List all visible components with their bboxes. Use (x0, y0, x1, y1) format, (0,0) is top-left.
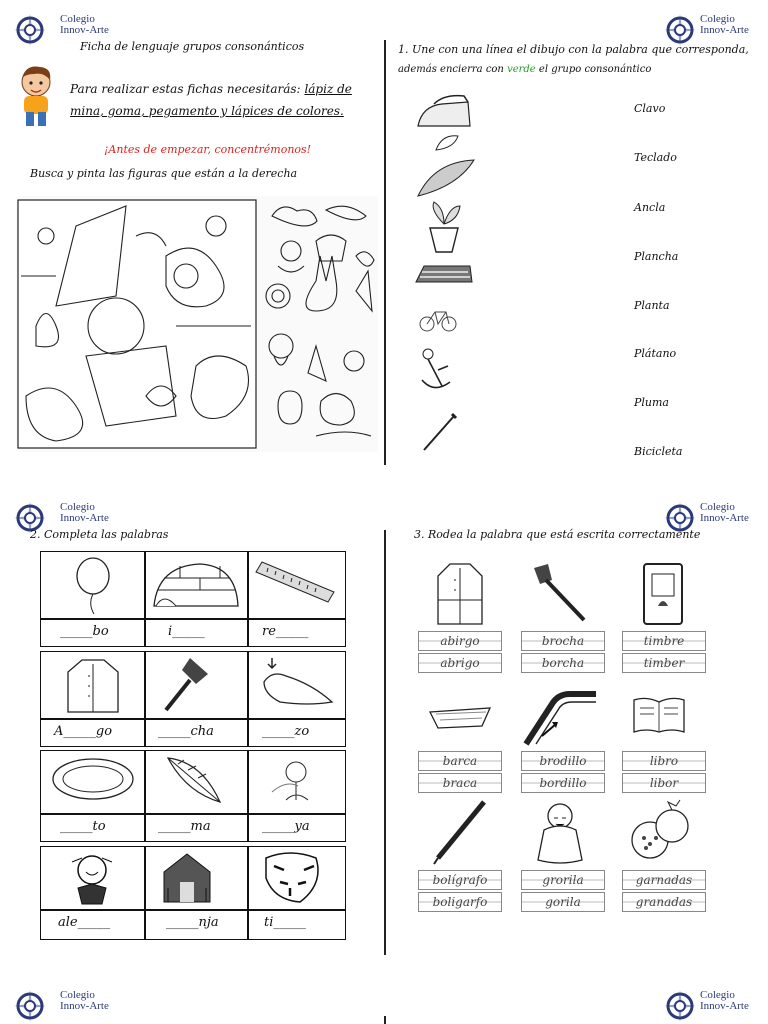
exercise-2-instruction: 2. Completa las palabras (30, 528, 169, 541)
word-option[interactable]: granadas (622, 892, 706, 912)
iron-icon (412, 92, 476, 132)
exercise-3-instruction: 3. Rodea la palabra que está escrita correctamente (414, 528, 701, 541)
compass-icon (12, 12, 48, 48)
word-option[interactable]: brocha (521, 631, 605, 651)
fill-in-word[interactable]: ti_____ (264, 915, 306, 930)
word-option[interactable]: grorila (521, 870, 605, 890)
nail-icon (418, 410, 460, 454)
open-book-icon (630, 694, 688, 736)
school-logo: Colegio Innov-Arte (12, 500, 122, 536)
word-option[interactable]: barca (418, 751, 502, 771)
fill-in-word[interactable]: ale_____ (58, 915, 111, 930)
fill-in-word[interactable]: A_____go (54, 724, 113, 739)
word-option[interactable]: boligarfo (418, 892, 502, 912)
match-word[interactable]: Ancla (634, 201, 666, 214)
bicycle-icon (418, 302, 458, 334)
keyboard-icon (412, 262, 474, 286)
word-option[interactable]: libor (622, 773, 706, 793)
word-option[interactable]: timber (622, 653, 706, 673)
balloon-icon (70, 556, 116, 616)
exercise-1-instruction: 1. Une con una línea el dibujo con la palabra que corresponda, además encierra con verde el grupo consonántico (398, 43, 749, 75)
pomegranates-icon (628, 798, 692, 866)
match-word[interactable]: Plancha (634, 250, 679, 263)
word-option[interactable]: garnadas (622, 870, 706, 890)
boat-icon (426, 698, 494, 732)
fill-in-word[interactable]: _____bo (60, 624, 109, 639)
pen-icon (430, 798, 490, 866)
school-logo: Colegio Innov-Arte (662, 12, 768, 48)
school-logo: Colegio Innov-Arte (662, 988, 768, 1024)
materials-list: lápiz de mina, goma, pegamento y lápices de colores. (70, 82, 352, 118)
word-option[interactable]: libro (622, 751, 706, 771)
green-highlight: verde (507, 64, 536, 75)
word-option[interactable]: bordillo (521, 773, 605, 793)
happy-child-icon (52, 848, 132, 906)
coat-icon (62, 654, 124, 716)
match-word[interactable]: Bicicleta (634, 445, 683, 458)
curb-road-icon (522, 684, 598, 748)
feather-quill-icon (414, 156, 478, 200)
match-word[interactable]: Plátano (634, 347, 677, 360)
fill-in-word[interactable]: _____to (60, 819, 106, 834)
school-logo: Colegio Innov-Arte (662, 500, 768, 536)
materials-text (70, 78, 376, 122)
leaf-sprout-icon (432, 132, 462, 152)
boy-avatar-icon (14, 62, 58, 128)
feather-icon (162, 752, 226, 808)
compass-icon (662, 988, 698, 1024)
match-word[interactable]: Planta (634, 299, 670, 312)
fill-in-word[interactable]: _____ya (262, 819, 310, 834)
farm-barn-icon (158, 848, 216, 906)
match-word[interactable]: Teclado (634, 151, 677, 164)
paint-brush-icon (528, 562, 590, 626)
sheet-title: Ficha de lenguaje grupos consonánticos (80, 40, 305, 53)
word-option[interactable]: brodillo (521, 751, 605, 771)
plate-icon (48, 754, 138, 804)
school-logo: Colegio Innov-Arte (12, 988, 122, 1024)
paintbrush-icon (156, 654, 218, 716)
column-divider (384, 530, 386, 955)
anchor-icon (414, 346, 460, 396)
before-starting-note: ¡Antes de empezar, concentrémonos! (104, 143, 312, 156)
materials-prefix: Para realizar estas fichas necesitarás: (70, 82, 301, 96)
tiger-icon (260, 848, 326, 906)
fill-in-word[interactable]: i_____ (168, 624, 205, 639)
find-instruction: Busca y pinta las figuras que están a la derecha (30, 167, 298, 180)
fill-in-word[interactable]: _____ma (158, 819, 211, 834)
fill-in-word[interactable]: re_____ (262, 624, 309, 639)
word-option[interactable]: abrigo (418, 653, 502, 673)
trench-coat-icon (434, 560, 486, 628)
word-option[interactable]: bolígrafo (418, 870, 502, 890)
potted-plant-icon (420, 200, 468, 254)
word-option[interactable]: braca (418, 773, 502, 793)
doorbell-icon (640, 560, 686, 628)
match-word[interactable]: Clavo (634, 102, 666, 115)
fill-in-word[interactable]: _____zo (262, 724, 310, 739)
seal-animal-icon (258, 654, 338, 710)
sunflower-icon (266, 756, 326, 804)
gorilla-icon (530, 800, 590, 866)
word-option[interactable]: gorila (521, 892, 605, 912)
fill-in-word[interactable]: _____cha (158, 724, 214, 739)
word-option[interactable]: timbre (622, 631, 706, 651)
igloo-icon (150, 560, 242, 610)
hidden-figures-puzzle-image (16, 196, 378, 452)
column-divider (384, 1016, 386, 1024)
fill-in-word[interactable]: _____nja (166, 915, 219, 930)
school-logo: Colegio Innov-Arte (12, 12, 122, 48)
ruler-icon (254, 558, 336, 608)
column-divider (384, 40, 386, 465)
compass-icon (12, 988, 48, 1024)
match-word[interactable]: Pluma (634, 396, 669, 409)
word-option[interactable]: borcha (521, 653, 605, 673)
word-option[interactable]: abirgo (418, 631, 502, 651)
